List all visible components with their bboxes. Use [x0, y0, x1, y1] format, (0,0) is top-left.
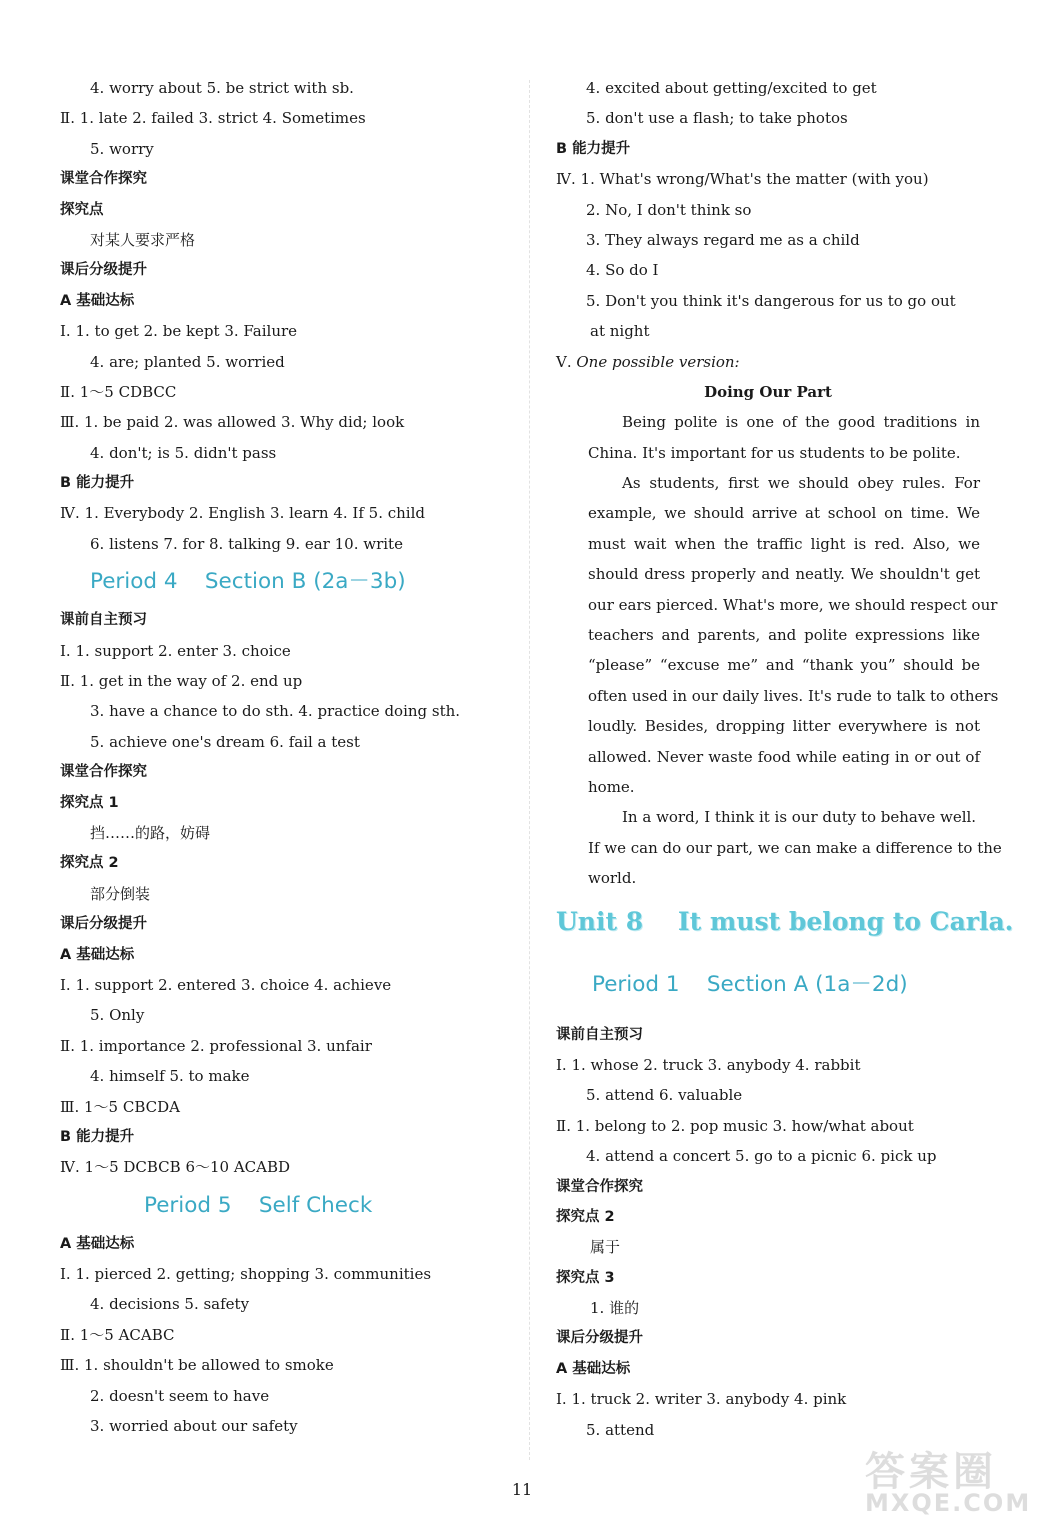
answer-line: 挡……的路，妨碍: [90, 823, 211, 842]
answer-line: 3. They always regard me as a child: [586, 230, 860, 249]
section-heading: A 基础达标: [556, 1360, 631, 1377]
answer-line: Ⅳ. 1～5 DCBCB 6～10 ACABD: [60, 1158, 291, 1177]
answer-line: 5. don't use a flash; to take photos: [586, 109, 848, 128]
answer-line: 5. achieve one's dream 6. fail a test: [90, 732, 360, 751]
essay-line: If we can do our part, we can make a difference to the: [588, 838, 1002, 857]
essay-line: teachers and parents, and polite expressions like: [588, 626, 980, 645]
answer-line: 5. Don't you think it's dangerous for us to go out: [586, 291, 956, 310]
answer-line: Ⅳ. 1. Everybody 2. English 3. learn 4. If 5. child: [60, 504, 425, 523]
answer-line: Ⅱ. 1. belong to 2. pop music 3. how/what about: [556, 1116, 914, 1135]
answer-line: 1. 谁的: [590, 1299, 640, 1318]
watermark-text: 答案圈: [865, 1449, 997, 1495]
essay-line: “please” “excuse me” and “thank you” should be: [588, 656, 980, 675]
answer-line: Ⅱ. 1～5 CDBCC: [60, 382, 177, 401]
unit-title: Unit 8 It must belong to Carla.: [556, 906, 1014, 936]
watermark-url: MXQE.COM: [865, 1489, 1032, 1517]
essay-line: often used in our daily lives. It's rude to talk to others: [588, 686, 999, 705]
essay-line: our ears pierced. What's more, we should respect our: [588, 595, 998, 614]
essay-line: example, we should arrive at school on time. We: [588, 504, 980, 523]
answer-line: 4. don't; is 5. didn't pass: [90, 443, 277, 462]
right-column: [556, 73, 1014, 1445]
section-heading: 探究点 2: [60, 855, 119, 872]
essay-line: should dress properly and neatly. We shouldn't get: [588, 565, 980, 584]
answer-line: 5. worry: [90, 139, 154, 158]
answer-line: 3. have a chance to do sth. 4. practice doing sth.: [90, 702, 461, 721]
essay-line: world.: [588, 869, 637, 888]
section-heading: 课后分级提升: [60, 916, 147, 933]
answer-line: [556, 347, 980, 377]
essay-line: Being polite is one of the good traditions in: [622, 413, 980, 432]
essay-line: As students, first we should obey rules. For: [622, 474, 980, 493]
answer-line: Ⅱ. 1. late 2. failed 3. strict 4. Sometimes: [60, 109, 366, 128]
section-heading: 探究点 1: [60, 794, 119, 811]
section-heading: 探究点: [60, 201, 104, 218]
answer-line: 4. worry about 5. be strict with sb.: [90, 79, 354, 97]
answer-line: 4. So do I: [586, 261, 659, 280]
item-number: Ⅴ.: [556, 352, 577, 371]
section-heading: 探究点 2: [556, 1208, 615, 1225]
essay-line: In a word, I think it is our duty to behave well.: [622, 808, 977, 827]
answer-line: Ⅲ. 1～5 CBCDA: [60, 1097, 180, 1116]
essay-line: allowed. Never waste food while eating in or out of: [588, 747, 980, 766]
left-column: [60, 73, 510, 1441]
watermark-logo: [865, 1440, 1035, 1532]
answer-line: Ⅲ. 1. shouldn't be allowed to smoke: [60, 1356, 334, 1375]
answer-line: 6. listens 7. for 8. talking 9. ear 10. write: [90, 534, 403, 553]
answer-line: 3. worried about our safety: [90, 1417, 298, 1436]
section-heading: B 能力提升: [60, 475, 135, 492]
section-heading: 课前自主预习: [60, 612, 147, 629]
section-heading: 课堂合作探究: [60, 764, 147, 781]
possible-version-label: One possible version:: [576, 352, 740, 371]
period-title: Period 1 Section A (1a－2d): [592, 971, 908, 997]
essay-line: must wait when the traffic light is red. Also, we: [588, 534, 980, 553]
section-heading: 探究点 3: [556, 1269, 615, 1286]
essay-title: Doing Our Part: [704, 382, 832, 401]
answer-line: 4. himself 5. to make: [90, 1067, 250, 1086]
answer-line: Ⅰ. 1. pierced 2. getting; shopping 3. communities: [60, 1265, 432, 1284]
section-heading: A 基础达标: [60, 946, 135, 963]
answer-line: Ⅲ. 1. be paid 2. was allowed 3. Why did; look: [60, 413, 405, 432]
answer-line: 5. attend 6. valuable: [586, 1086, 743, 1105]
period-title: Period 4 Section B (2a－3b): [90, 569, 406, 595]
section-heading: B 能力提升: [60, 1128, 135, 1145]
section-heading: 课堂合作探究: [60, 171, 147, 188]
answer-line: 4. attend a concert 5. go to a picnic 6. pick up: [586, 1147, 937, 1166]
section-heading: 课堂合作探究: [556, 1178, 643, 1195]
answer-line: 部分倒装: [90, 884, 151, 903]
answer-line: Ⅱ. 1. importance 2. professional 3. unfair: [60, 1036, 372, 1055]
section-heading: B 能力提升: [556, 140, 631, 157]
answer-line: 2. No, I don't think so: [586, 200, 752, 219]
answer-line: Ⅰ. 1. to get 2. be kept 3. Failure: [60, 322, 298, 341]
answer-line: Ⅱ. 1. get in the way of 2. end up: [60, 672, 303, 691]
answer-line: 5. Only: [90, 1006, 145, 1025]
answer-line: 4. decisions 5. safety: [90, 1295, 250, 1314]
answer-line: Ⅰ. 1. whose 2. truck 3. anybody 4. rabbit: [556, 1055, 861, 1074]
answer-line: 4. are; planted 5. worried: [90, 352, 285, 371]
answer-line: Ⅰ. 1. truck 2. writer 3. anybody 4. pink: [556, 1390, 847, 1409]
answer-line: 对某人要求严格: [90, 230, 196, 249]
answer-line: 2. doesn't seem to have: [90, 1386, 270, 1405]
answer-line: Ⅱ. 1～5 ACABC: [60, 1325, 175, 1344]
essay-line: loudly. Besides, dropping litter everywhere is not: [588, 717, 980, 736]
section-heading: 课后分级提升: [60, 262, 147, 279]
answer-line: 4. excited about getting/excited to get: [586, 79, 877, 97]
section-heading: 课后分级提升: [556, 1330, 643, 1347]
section-heading: A 基础达标: [60, 292, 135, 309]
column-divider: [529, 80, 530, 1460]
answer-line: 5. attend: [586, 1420, 655, 1439]
answer-line: Ⅳ. 1. What's wrong/What's the matter (with you): [556, 170, 929, 189]
essay-line: home.: [588, 777, 635, 796]
period-title: Period 5 Self Check: [144, 1192, 373, 1218]
section-heading: A 基础达标: [60, 1235, 135, 1252]
page-number: 11: [511, 1480, 533, 1499]
answer-line: at night: [590, 322, 650, 341]
section-heading: 课前自主预习: [556, 1026, 643, 1043]
answer-line: 属于: [590, 1238, 621, 1257]
answer-line: Ⅰ. 1. support 2. enter 3. choice: [60, 641, 291, 660]
essay-line: China. It's important for us students to be polite.: [588, 443, 961, 462]
answer-line: Ⅰ. 1. support 2. entered 3. choice 4. achieve: [60, 975, 392, 994]
